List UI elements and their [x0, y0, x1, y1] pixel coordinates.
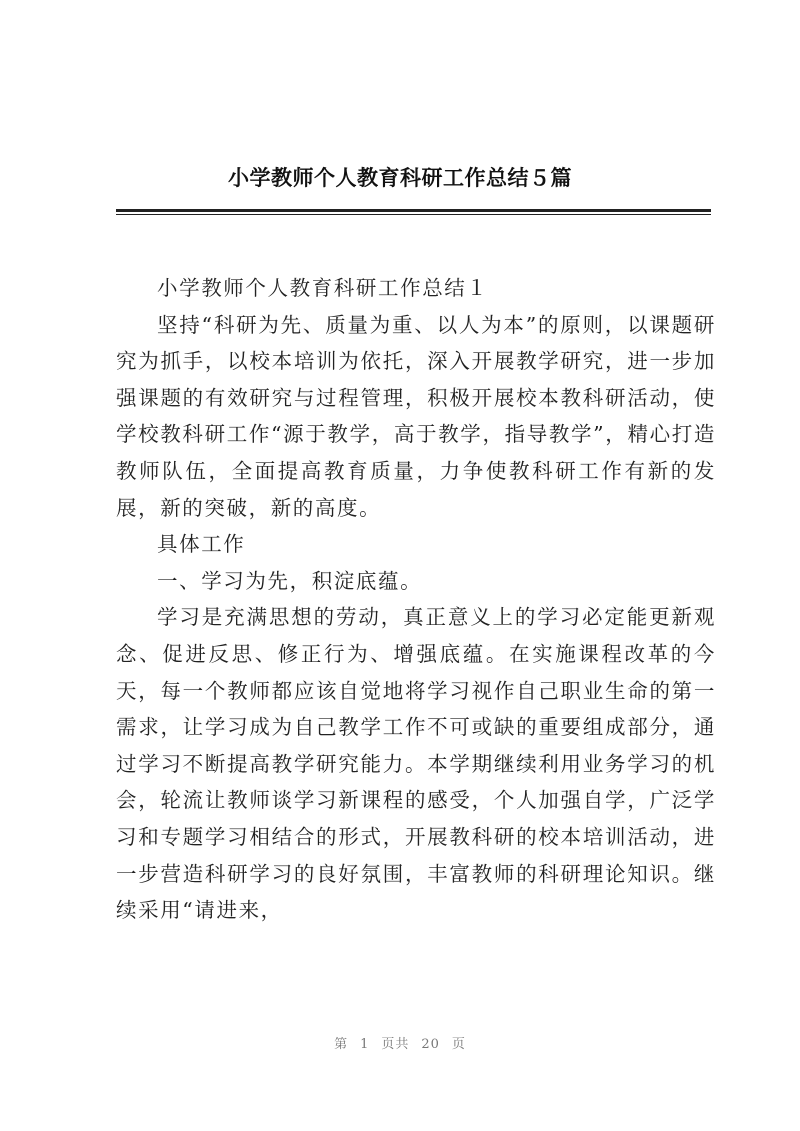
footer-middle: 页共	[381, 1037, 410, 1052]
subheading: 具体工作	[157, 532, 246, 557]
document-body	[116, 270, 716, 929]
title-divider-thin	[116, 214, 711, 215]
footer-page-number: 1	[360, 1037, 370, 1052]
paragraph: 坚持“科研为先、质量为重、以人为本”的原则，以课题研究为抓手，以校本培训为依托，深入开展教学研究，进一步加强课题的有效研究与过程管理，积极开展校本教科研活动，使学校教科研工作“源于教学，高于教学，指导教学”，精心打造教师队伍，全面提高教育质量，力争使教科研工作有新的发展，新的突破，新的高度。	[116, 312, 716, 520]
page-footer	[0, 1033, 800, 1052]
footer-suffix: 页	[451, 1037, 466, 1052]
document-title: 小学教师个人教育科研工作总结５篇	[228, 165, 572, 190]
footer-prefix: 第	[334, 1037, 349, 1052]
section-heading: 小学教师个人教育科研工作总结１	[157, 276, 489, 300]
subheading: 一、学习为先，积淀底蕴。	[157, 568, 423, 593]
title-divider-thick	[116, 209, 711, 212]
footer-total-pages: 20	[421, 1037, 440, 1052]
paragraph: 学习是充满思想的劳动，真正意义上的学习必定能更新观念、促进反思、修正行为、增强底蕴。在实施课程改革的今天，每一个教师都应该自觉地将学习视作自己职业生命的第一需求，让学习成为自己教学工作不可或缺的重要组成部分，通过学习不断提高教学研究能力。本学期继续利用业务学习的机会，轮流让教师谈学习新课程的感受，个人加强自学，广泛学习和专题学习相结合的形式，开展教科研的校本培训活动，进一步营造科研学习的良好氛围，丰富教师的科研理论知识。继续采用“请进来，	[116, 605, 716, 923]
